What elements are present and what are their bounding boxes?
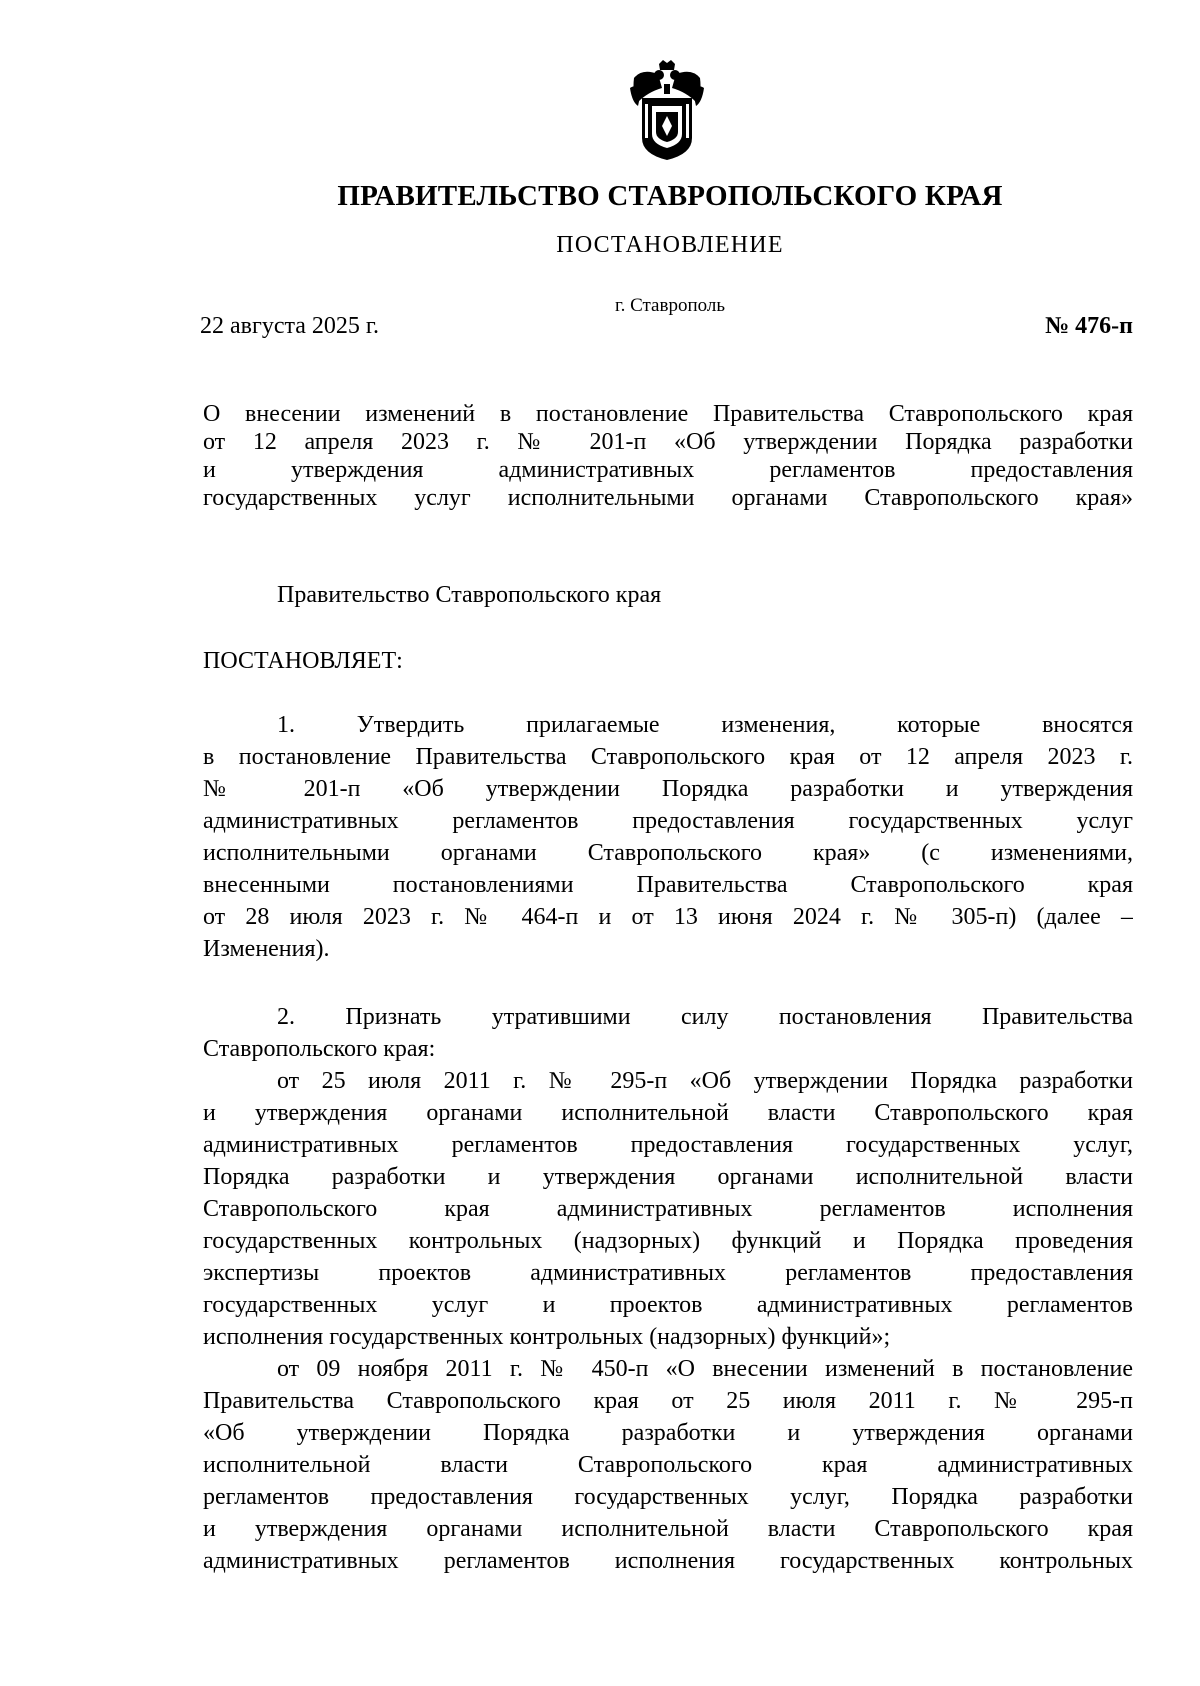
preamble: Правительство Ставропольского края [277, 582, 662, 608]
government-name: ПРАВИТЕЛЬСТВО СТАВРОПОЛЬСКОГО КРАЯ [337, 180, 1003, 212]
resolves-heading: ПОСТАНОВЛЯЕТ: [203, 648, 403, 674]
paragraph-line: исполнения государственных контрольных (надзорных) функций»; [203, 1324, 891, 1350]
paragraph-line: № 201-п «Об утверждении Порядка разработки и утверждения [203, 776, 1133, 802]
title-line: О внесении изменений в постановление Правительства Ставропольского края [203, 401, 1133, 427]
paragraph-line: государственных контрольных (надзорных) функций и Порядка проведения [203, 1228, 1133, 1254]
paragraph-line: от 28 июля 2023 г. № 464-п и от 13 июня 2024 г. № 305-п) (далее – [203, 904, 1133, 930]
document-type: ПОСТАНОВЛЕНИЕ [556, 232, 784, 258]
paragraph-line: «Об утверждении Порядка разработки и утверждения органами [203, 1420, 1133, 1446]
paragraph-line: Ставропольского края: [203, 1036, 436, 1062]
title-line: от 12 апреля 2023 г. № 201-п «Об утверждении Порядка разработки [203, 429, 1133, 455]
paragraph-line: административных регламентов предоставления государственных услуг [203, 808, 1133, 834]
paragraph-line: и утверждения органами исполнительной власти Ставропольского края [203, 1100, 1133, 1126]
paragraph-line: от 09 ноября 2011 г. № 450-п «О внесении изменений в постановление [277, 1356, 1133, 1382]
coat-of-arms-icon [628, 58, 706, 162]
paragraph-line: Правительства Ставропольского края от 25 июля 2011 г. № 295-п [203, 1388, 1133, 1414]
paragraph-line: Порядка разработки и утверждения органами исполнительной власти [203, 1164, 1133, 1190]
paragraph-line: в постановление Правительства Ставропольского края от 12 апреля 2023 г. [203, 744, 1133, 770]
paragraph-line: 1. Утвердить прилагаемые изменения, которые вносятся [277, 712, 1133, 738]
paragraph-line: от 25 июля 2011 г. № 295-п «Об утверждении Порядка разработки [277, 1068, 1133, 1094]
title-line: и утверждения административных регламентов предоставления [203, 457, 1133, 483]
paragraph-line: Ставропольского края административных регламентов исполнения [203, 1196, 1133, 1222]
paragraph-line: исполнительной власти Ставропольского края административных [203, 1452, 1133, 1478]
document-date: 22 августа 2025 г. [200, 313, 380, 339]
city-name: г. Ставрополь [614, 295, 726, 316]
paragraph-line: регламентов предоставления государственных услуг, Порядка разработки [203, 1484, 1133, 1510]
paragraph-line: административных регламентов исполнения государственных контрольных [203, 1548, 1133, 1574]
document-number: № 476-п [1045, 313, 1133, 339]
paragraph-line: Изменения). [203, 936, 330, 962]
title-line: государственных услуг исполнительными органами Ставропольского края» [203, 485, 1133, 511]
paragraph-line: и утверждения органами исполнительной власти Ставропольского края [203, 1516, 1133, 1542]
paragraph-line: внесенными постановлениями Правительства Ставропольского края [203, 872, 1133, 898]
paragraph-line: административных регламентов предоставления государственных услуг, [203, 1132, 1133, 1158]
paragraph-line: экспертизы проектов административных регламентов предоставления [203, 1260, 1133, 1286]
paragraph-line: 2. Признать утратившими силу постановления Правительства [277, 1004, 1133, 1030]
paragraph-line: исполнительными органами Ставропольского края» (с изменениями, [203, 840, 1133, 866]
paragraph-line: государственных услуг и проектов административных регламентов [203, 1292, 1133, 1318]
